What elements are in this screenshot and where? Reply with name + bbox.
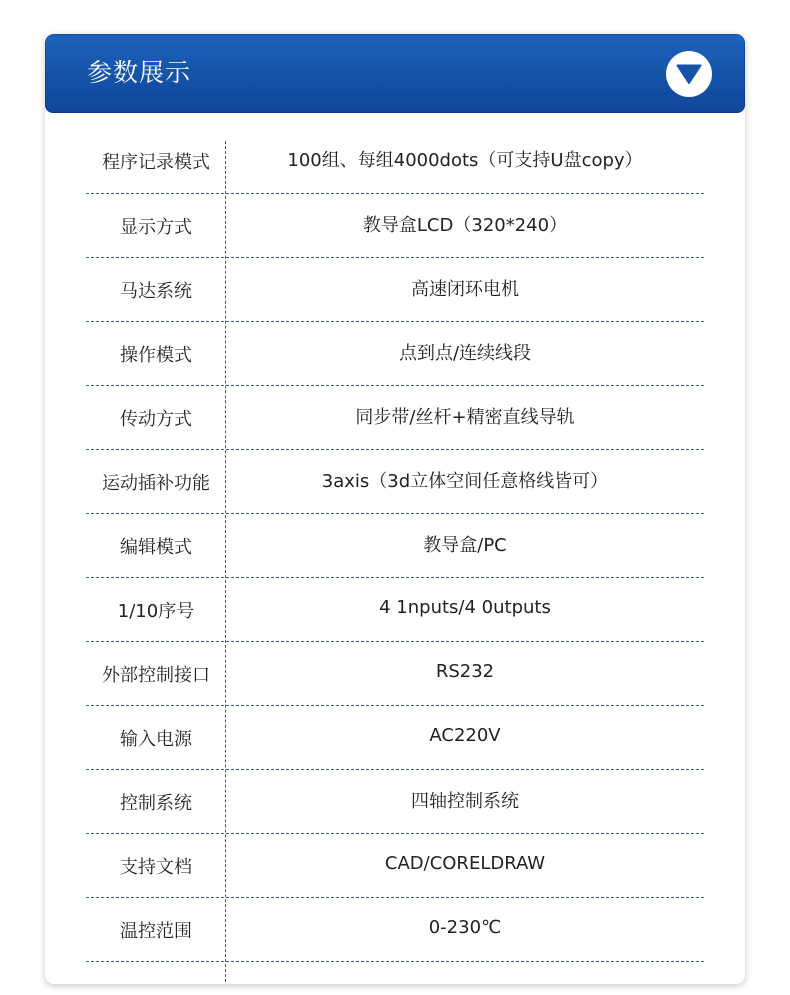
table-row — [86, 322, 704, 386]
table-row — [86, 898, 704, 962]
spec-label: 程序记录模式 — [102, 152, 210, 173]
column-divider — [225, 141, 226, 984]
spec-label: 马达系统 — [120, 280, 192, 302]
panel-header — [45, 34, 745, 113]
spec-value: CAD/CORELDRAW — [384, 853, 546, 874]
spec-label: 传动方式 — [120, 408, 192, 430]
collapse-toggle-button[interactable] — [666, 51, 712, 97]
table-row — [86, 578, 704, 642]
spec-label: 控制系统 — [120, 792, 192, 814]
spec-label: 显示方式 — [120, 216, 192, 238]
table-row — [86, 450, 704, 514]
spec-label: 运动插补功能 — [102, 472, 210, 494]
spec-label: 外部控制接口 — [102, 664, 210, 686]
spec-value: 教导盒/PC — [423, 534, 507, 556]
spec-table — [86, 129, 704, 962]
spec-value: 高速闭环电机 — [411, 278, 519, 300]
spec-label: 支持文档 — [120, 856, 192, 878]
spec-value: AC220V — [429, 725, 501, 746]
table-row — [86, 770, 704, 834]
spec-label: 编辑模式 — [120, 536, 192, 558]
table-row — [86, 194, 704, 258]
table-row — [86, 386, 704, 450]
table-row — [86, 129, 704, 194]
table-row — [86, 258, 704, 322]
spec-value: 4 1nputs/4 0utputs — [379, 597, 551, 618]
table-row — [86, 514, 704, 578]
spec-value: 100组、每组4000dots（可支持U盘copy） — [287, 150, 643, 171]
table-row — [86, 706, 704, 770]
spec-panel — [45, 34, 745, 984]
spec-label: 1/10序号 — [117, 600, 195, 622]
spec-label: 操作模式 — [120, 344, 192, 366]
spec-label: 温控范围 — [120, 920, 192, 942]
spec-label: 输入电源 — [120, 728, 192, 750]
spec-value: 0-230℃ — [428, 917, 502, 938]
panel-title: 参数展示 — [87, 58, 192, 87]
table-row — [86, 642, 704, 706]
spec-value: 点到点/连续线段 — [398, 342, 532, 364]
spec-value: 四轴控制系统 — [411, 790, 519, 812]
table-row — [86, 834, 704, 898]
spec-value: RS232 — [435, 661, 495, 682]
spec-value: 教导盒LCD（320*240） — [362, 214, 568, 236]
spec-value: 同步带/丝杆+精密直线导轨 — [355, 406, 575, 428]
spec-value: 3axis（3d立体空间任意格线皆可） — [321, 470, 609, 492]
chevron-down-icon — [666, 51, 712, 97]
